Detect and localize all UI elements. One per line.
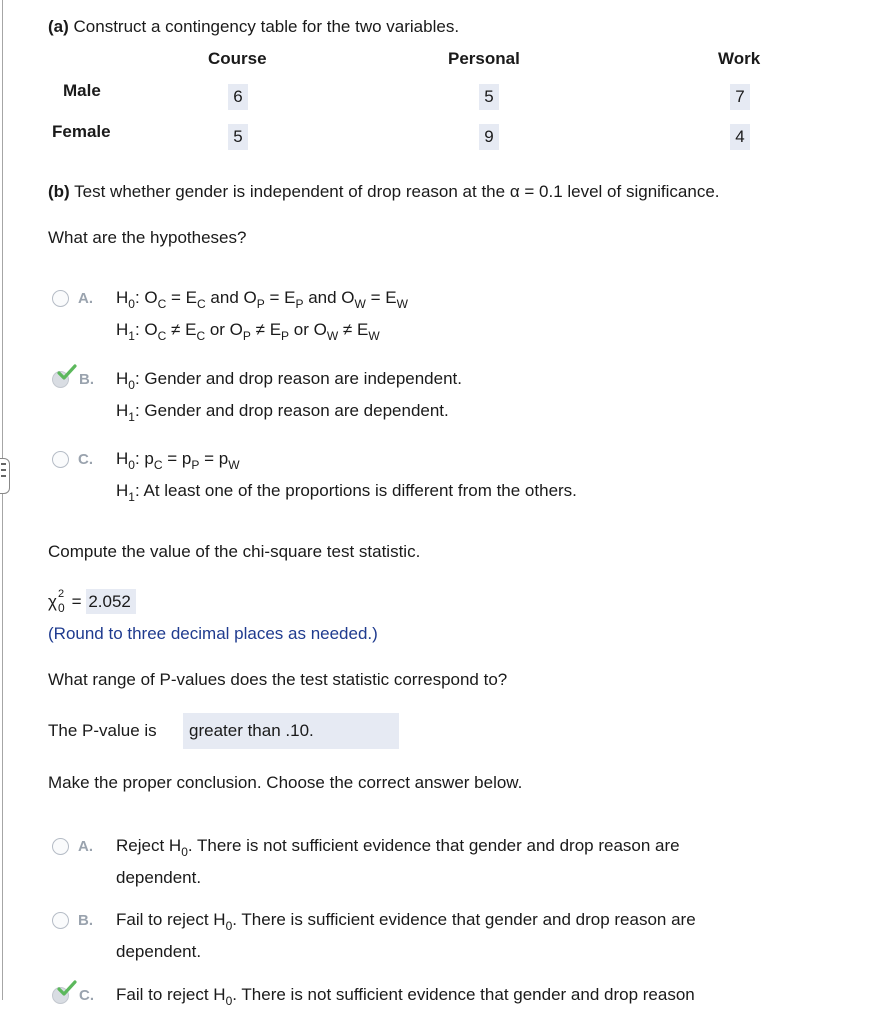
chi-question: Compute the value of the chi-square test statistic. bbox=[48, 542, 421, 561]
check-icon bbox=[57, 980, 77, 996]
conclusion-a-line1[interactable]: Reject $H_0$. There is not sufficient evidence that gender and drop reason are bbox=[116, 836, 680, 859]
col-header-personal: Personal bbox=[448, 49, 520, 68]
conclusion-b-letter: B. bbox=[78, 912, 93, 929]
cell-male-work: 7 bbox=[730, 84, 750, 110]
conclusion-b-radio[interactable] bbox=[52, 912, 69, 929]
conclusion-question: Make the proper conclusion. Choose the correct answer below. bbox=[48, 773, 523, 792]
cell-female-personal: 9 bbox=[479, 124, 499, 150]
side-panel-handle[interactable] bbox=[0, 458, 10, 494]
chi-square-statistic: χ 2 0 = 2.052 bbox=[48, 592, 136, 612]
chi-value-input[interactable]: 2.052 bbox=[86, 589, 136, 614]
col-header-work: Work bbox=[718, 49, 761, 68]
hypotheses-question: What are the hypotheses? bbox=[48, 228, 247, 247]
cell-female-course: 5 bbox=[228, 124, 248, 150]
p-prefix: The P-value is bbox=[48, 721, 157, 740]
p-value-text: greater than .10. bbox=[189, 721, 314, 740]
hyp-option-c-radio[interactable] bbox=[52, 451, 69, 468]
conclusion-b-line2[interactable]: dependent. bbox=[116, 942, 202, 961]
part-b-text: Test whether gender is independent of drop reason at the α = 0.1 level of significance. bbox=[69, 182, 720, 201]
chi-hint: (Round to three decimal places as needed.) bbox=[48, 624, 378, 643]
chi-symbol: χ bbox=[48, 592, 57, 611]
p-value-dropdown[interactable] bbox=[183, 713, 399, 749]
part-b-label: (b) bbox=[48, 182, 70, 201]
conclusion-a-radio[interactable] bbox=[52, 838, 69, 855]
part-a-label: (a) bbox=[48, 17, 69, 36]
conclusion-c-letter: C. bbox=[79, 987, 94, 1004]
conclusion-a-letter: A. bbox=[78, 838, 93, 855]
hyp-option-a-line2[interactable]: $H_1$: $O_C \ne E_C$ or $O_P \ne E_P$ or $O_W \ne E_W$ bbox=[116, 320, 380, 343]
hyp-option-b-line1[interactable]: $H_0$: Gender and drop reason are independent. bbox=[116, 369, 462, 392]
chi-sub: 0 bbox=[57, 601, 65, 615]
hyp-option-a-letter: A. bbox=[78, 290, 93, 307]
row-label-male: Male bbox=[63, 81, 101, 100]
left-border bbox=[2, 0, 3, 1000]
part-b-title bbox=[48, 182, 720, 202]
chi-sup: 2 bbox=[57, 588, 65, 600]
hyp-option-c-line1[interactable]: $H_0$: $p_C = p_P = p_W$ bbox=[116, 449, 240, 472]
part-a-text: Construct a contingency table for the two variables. bbox=[68, 17, 460, 36]
conclusion-b-line1[interactable]: Fail to reject $H_0$. There is sufficient evidence that gender and drop reason are bbox=[116, 910, 696, 933]
row-label-female: Female bbox=[52, 122, 111, 141]
part-a-title bbox=[48, 17, 459, 37]
hyp-option-c-letter: C. bbox=[78, 451, 93, 468]
hyp-option-b-line2[interactable]: $H_1$: Gender and drop reason are dependent. bbox=[116, 401, 449, 424]
hyp-option-a-line1[interactable]: $H_0$: $O_C = E_C$ and $O_P = E_P$ and $O_W = E_W$ bbox=[116, 288, 408, 311]
p-question: What range of P-values does the test statistic correspond to? bbox=[48, 670, 508, 689]
conclusion-a-line2[interactable]: dependent. bbox=[116, 868, 202, 887]
cell-male-course: 6 bbox=[228, 84, 248, 110]
hyp-option-c-line2[interactable]: $H_1$: At least one of the proportions is different from the others. bbox=[116, 481, 577, 504]
cell-female-work: 4 bbox=[730, 124, 750, 150]
check-icon bbox=[57, 364, 77, 380]
hyp-option-a-radio[interactable] bbox=[52, 290, 69, 307]
cell-male-personal: 5 bbox=[479, 84, 499, 110]
hyp-option-b-letter: B. bbox=[79, 371, 94, 388]
col-header-course: Course bbox=[208, 49, 267, 68]
conclusion-c-line1[interactable]: Fail to reject $H_0$. There is not sufficient evidence that gender and drop reason bbox=[116, 985, 695, 1008]
